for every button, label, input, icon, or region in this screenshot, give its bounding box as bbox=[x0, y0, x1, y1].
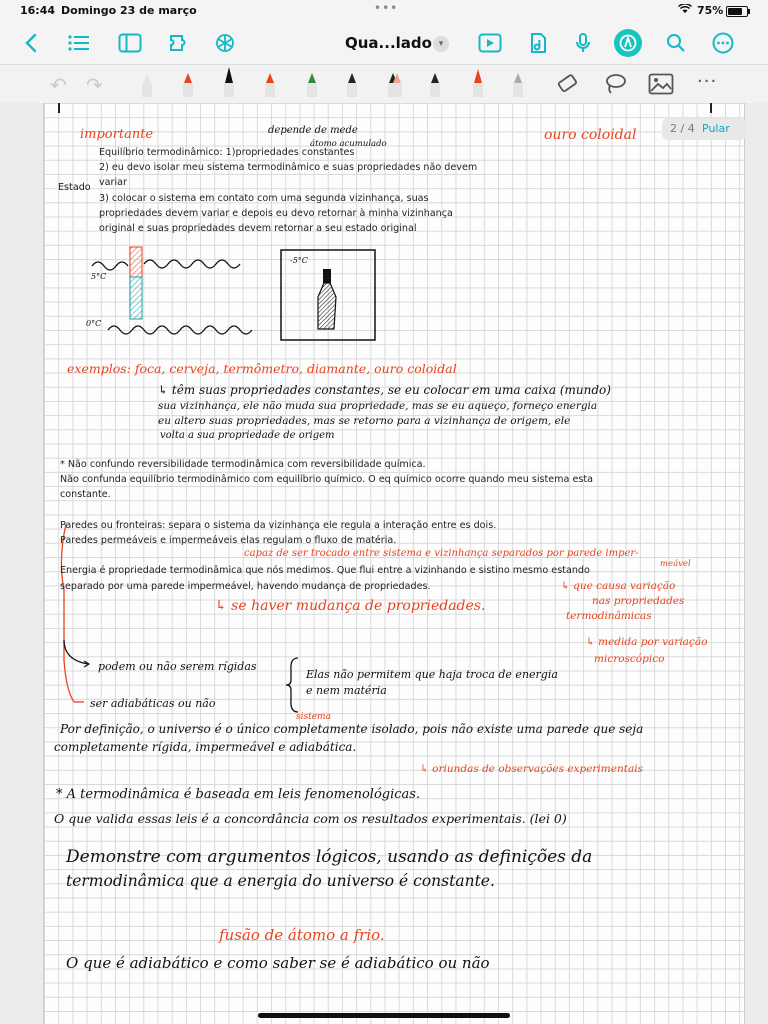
lasso-icon[interactable] bbox=[603, 72, 627, 100]
note-hw-line1: ↳ têm suas propriedades constantes, se eu colocar em uma caixa (mundo) bbox=[158, 383, 611, 397]
red-bracket-arrows bbox=[56, 520, 116, 710]
status-time: 16:44 bbox=[20, 4, 56, 17]
text-colocar: 3) colocar o sistema em contato com uma segunda vizinhança, suas bbox=[99, 193, 429, 204]
text-nao-confunda: Não confunda equilíbrio termodinâmico com equilíbrio químico. O eq químico ocorre quando meu sistema esta bbox=[60, 474, 593, 485]
document-title[interactable]: Qua...lado bbox=[345, 34, 432, 52]
skip-button[interactable]: Pular bbox=[702, 122, 730, 135]
app-toolbar bbox=[0, 22, 768, 65]
note-exemplos: exemplos: foca, cerveja, termômetro, diamante, ouro coloidal bbox=[67, 361, 457, 376]
black-pen[interactable] bbox=[223, 67, 235, 103]
more-tools-icon[interactable]: ··· bbox=[697, 71, 718, 92]
black-pen[interactable] bbox=[346, 73, 358, 103]
note-medida-1: ↳ medida por variação bbox=[586, 636, 708, 648]
note-leis-1: * A termodinâmica é baseada em leis fenomenológicas. bbox=[56, 787, 421, 802]
text-constante: constante. bbox=[60, 489, 111, 500]
page-margin-tick bbox=[710, 103, 712, 113]
image-icon[interactable] bbox=[648, 73, 674, 99]
sidebar-icon[interactable] bbox=[117, 30, 143, 56]
red-pen[interactable] bbox=[182, 73, 194, 103]
note-oriundas: ↳ oriundas de observações experimentais bbox=[420, 763, 643, 775]
note-leis-2: O que valida essas leis é a concordância com os resultados experimentais. (lei 0) bbox=[54, 811, 567, 826]
note-medida-2: microscópico bbox=[594, 653, 665, 665]
note-rigidas: podem ou não serem rígidas bbox=[98, 660, 257, 673]
redo-icon[interactable]: ↷ bbox=[86, 73, 103, 97]
note-se-haver: ↳ se haver mudança de propriedades. bbox=[215, 598, 486, 614]
list-icon[interactable] bbox=[66, 30, 92, 56]
text-nao-confundo: * Não confundo reversibilidade termodinâmica com reversibilidade química. bbox=[60, 459, 426, 470]
eraser-pen[interactable] bbox=[141, 73, 153, 103]
note-adiabaticas: ser adiabáticas ou não bbox=[90, 697, 216, 710]
battery-icon bbox=[726, 6, 748, 17]
text-original: original e suas propriedades devem retornar a seu estado original bbox=[99, 223, 417, 234]
label-0c: 0°C bbox=[86, 319, 102, 328]
page-margin-tick bbox=[58, 103, 60, 113]
note-atomo: átomo acumulado bbox=[310, 139, 387, 149]
text-estado: Estado bbox=[58, 182, 91, 193]
battery-percent: 75% bbox=[697, 4, 724, 17]
page-indicator[interactable] bbox=[662, 118, 746, 140]
chatgpt-icon[interactable] bbox=[212, 30, 238, 56]
more-icon[interactable] bbox=[710, 30, 736, 56]
pen-toolbar bbox=[0, 65, 768, 103]
note-fusao: fusão de átomo a frio. bbox=[219, 926, 385, 944]
home-indicator[interactable] bbox=[258, 1013, 510, 1018]
note-causa-1: ↳ que causa variação bbox=[561, 580, 676, 592]
add-audio-icon[interactable] bbox=[526, 30, 552, 56]
label-minus5c: -5°C bbox=[290, 256, 308, 265]
microphone-icon[interactable] bbox=[570, 30, 596, 56]
note-hw-line4: volta a sua propriedade de origem bbox=[160, 430, 335, 441]
wall-diagram-drawing bbox=[80, 242, 280, 342]
curly-brace bbox=[284, 656, 304, 714]
status-date: Domingo 23 de março bbox=[61, 4, 197, 17]
orange-pen[interactable] bbox=[472, 69, 484, 103]
page-number: 2 / 4 bbox=[670, 122, 695, 135]
note-definicao-1: Por definição, o universo é o único completamente isolado, pois não existe uma parede que seja bbox=[60, 722, 644, 736]
note-definicao-2: completamente rígida, impermeável e adiabática. bbox=[54, 740, 357, 754]
text-variar: variar bbox=[99, 177, 127, 188]
text-paredes: Paredes ou fronteiras: separa o sistema da vizinhança ele regula a interação entre es dois. bbox=[60, 520, 497, 531]
green-pen[interactable] bbox=[306, 73, 318, 103]
play-icon[interactable] bbox=[477, 30, 503, 56]
label-5c: 5°C bbox=[91, 272, 107, 281]
undo-icon[interactable]: ↶ bbox=[50, 73, 67, 97]
text-separado: separado por uma parede impermeável, havendo mudança de propriedades. bbox=[60, 581, 431, 592]
note-demonstre-2: termodinâmica que a energia do universo é constante. bbox=[66, 872, 495, 890]
note-hw-line2: sua vizinhança, ele não muda sua propriedade, mas se eu aqueço, forneço energia bbox=[158, 400, 598, 412]
text-isolar: 2) eu devo isolar meu sistema termodinâmico e suas propriedades não devem bbox=[99, 162, 478, 173]
note-causa-2: nas propriedades bbox=[592, 595, 685, 607]
note-demonstre-1: Demonstre com argumentos lógicos, usando as definições da bbox=[66, 847, 593, 867]
battery-fill bbox=[728, 8, 742, 15]
wifi-icon bbox=[678, 4, 692, 17]
note-ouro-coloidal: ouro coloidal bbox=[544, 127, 637, 143]
note-causa-3: termodinâmicas bbox=[566, 610, 652, 622]
note-elas-1: Elas não permitem que haja troca de energia bbox=[306, 668, 558, 681]
note-depende: depende de mede bbox=[268, 125, 358, 136]
note-sistema: sistema bbox=[296, 712, 331, 722]
back-chevron-icon[interactable] bbox=[18, 30, 44, 56]
note-importante: importante bbox=[80, 127, 154, 142]
note-hw-line3: eu altero suas propriedades, mas se retorno para a vizinhança de origem, ele bbox=[158, 415, 571, 427]
text-energia: Energia é propriedade termodinâmica que nós medimos. Que flui entre a vizinhando e sistino mesmo estando bbox=[60, 565, 590, 576]
eraser-icon[interactable] bbox=[556, 72, 580, 100]
note-adiabatico-pergunta: O que é adiabático e como saber se é adiabático ou não bbox=[66, 954, 490, 972]
pen-mode-icon[interactable] bbox=[614, 29, 642, 57]
red-pen[interactable] bbox=[264, 73, 276, 103]
text-propriedades: propriedades devem variar e depois eu devo retornar à minha vizinhança bbox=[99, 208, 453, 219]
text-paredes-permeaveis: Paredes permeáveis e impermeáveis elas regulam o fluxo de matéria. bbox=[60, 535, 397, 546]
note-capaz: capaz de ser trocado entre sistema e vizinhança separados por parede imper- bbox=[244, 548, 639, 559]
pink-pen[interactable] bbox=[391, 73, 403, 103]
title-chevron-down-icon[interactable]: ▾ bbox=[433, 36, 449, 52]
multitasking-dots[interactable]: ••• bbox=[374, 1, 399, 15]
bookmark-icon[interactable] bbox=[166, 30, 192, 56]
black-pen[interactable] bbox=[429, 73, 441, 103]
note-elas-2: e nem matéria bbox=[306, 684, 387, 697]
status-bar bbox=[0, 0, 768, 22]
text-equilibrio: Equilíbrio termodinâmico: 1)propriedades constantes bbox=[99, 147, 355, 158]
search-icon[interactable] bbox=[663, 30, 689, 56]
note-meavel: meável bbox=[660, 559, 691, 569]
gray-marker[interactable] bbox=[512, 73, 524, 103]
